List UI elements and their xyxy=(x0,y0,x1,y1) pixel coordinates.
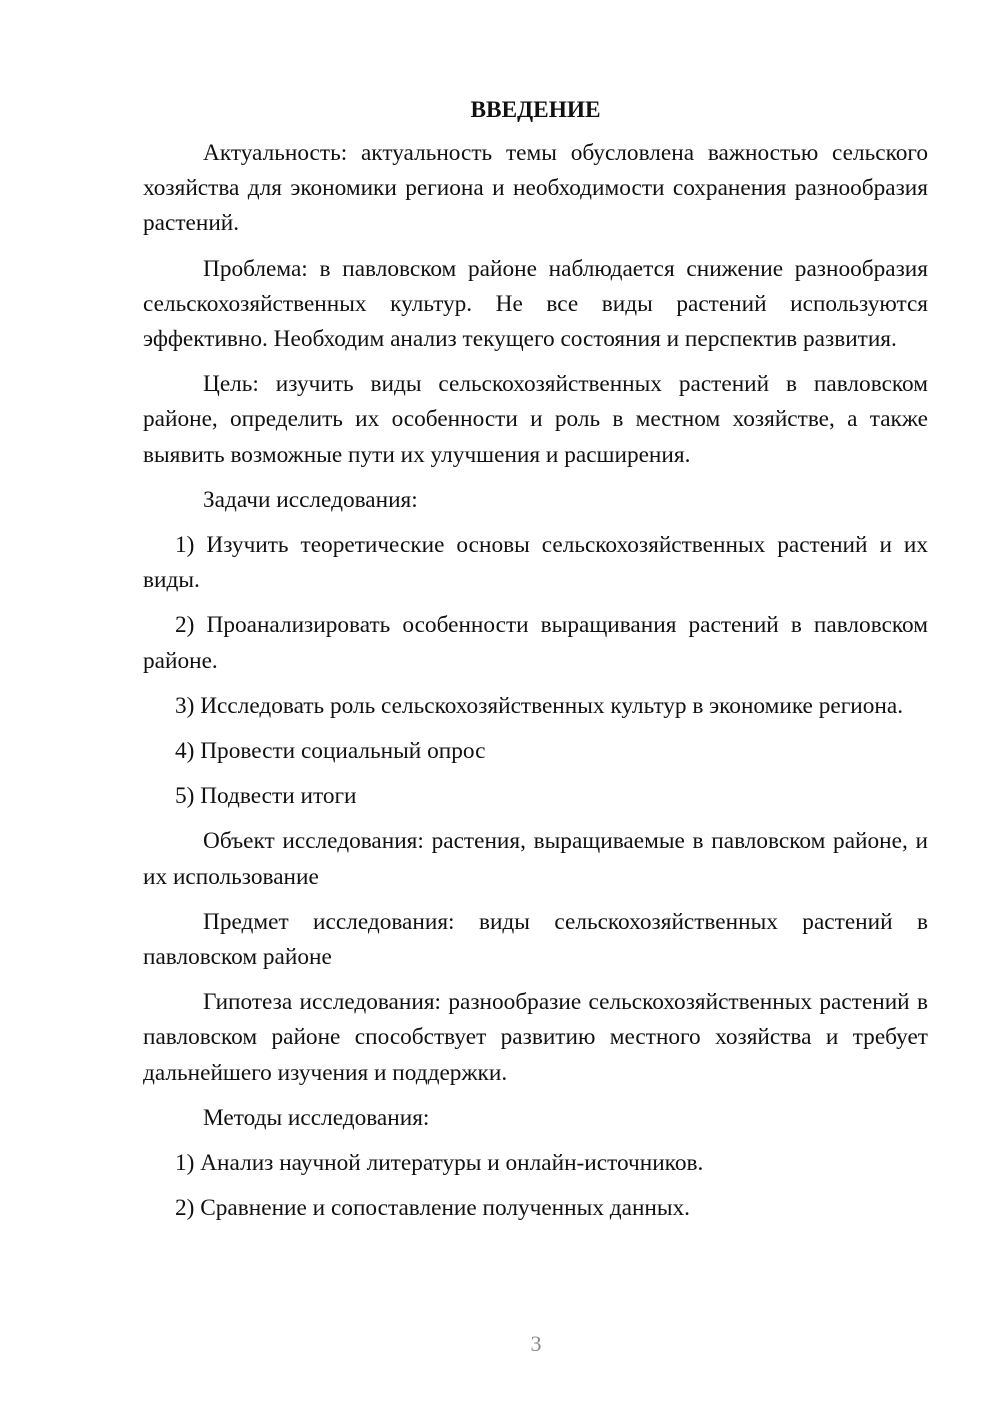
task-item-5: 5) Подвести итоги xyxy=(175,783,357,810)
hypothesis-paragraph: Гипотеза исследования: разнообразие сельскохозяйственных растений в павловском районе способствует развитию местного хозяйства и требует дальнейшего изучения и поддержки. xyxy=(143,989,928,1086)
method-item-2: 2) Сравнение и сопоставление полученных данных. xyxy=(175,1195,690,1222)
page-number: 3 xyxy=(530,1331,542,1356)
page-title: ВВЕДЕНИЕ xyxy=(470,97,601,123)
methods-heading: Методы исследования: xyxy=(203,1104,430,1131)
task-item-1: 1) Изучить теоретические основы сельскохозяйственных растений и их виды. xyxy=(143,532,928,594)
object-paragraph: Объект исследования: растения, выращиваемые в павловском районе, и их использование xyxy=(143,828,928,890)
relevance-paragraph: Актуальность: актуальность темы обусловлена важностью сельского хозяйства для экономики региона и необходимости сохранения разнообразия растений. xyxy=(143,140,928,237)
goal-paragraph: Цель: изучить виды сельскохозяйственных растений в павловском районе, определить их особенности и роль в местном хозяйстве, а также выявить возможные пути их улучшения и расширения. xyxy=(143,371,928,468)
tasks-heading: Задачи исследования: xyxy=(203,486,418,513)
subject-paragraph: Предмет исследования: виды сельскохозяйственных растений в павловском районе xyxy=(143,908,928,971)
task-item-4: 4) Провести социальный опрос xyxy=(175,738,486,765)
task-item-3: 3) Исследовать роль сельскохозяйственных культур в экономике региона. xyxy=(175,692,904,719)
problem-paragraph: Проблема: в павловском районе наблюдается снижение разнообразия сельскохозяйственных культур. Не все виды растений используются эффективно. Необходим анализ текущего состояния и перспектив развития. xyxy=(143,255,928,353)
task-item-2: 2) Проанализировать особенности выращивания растений в павловском районе. xyxy=(143,612,928,674)
page-content xyxy=(143,93,928,1236)
method-item-1: 1) Анализ научной литературы и онлайн-источников. xyxy=(175,1150,704,1177)
